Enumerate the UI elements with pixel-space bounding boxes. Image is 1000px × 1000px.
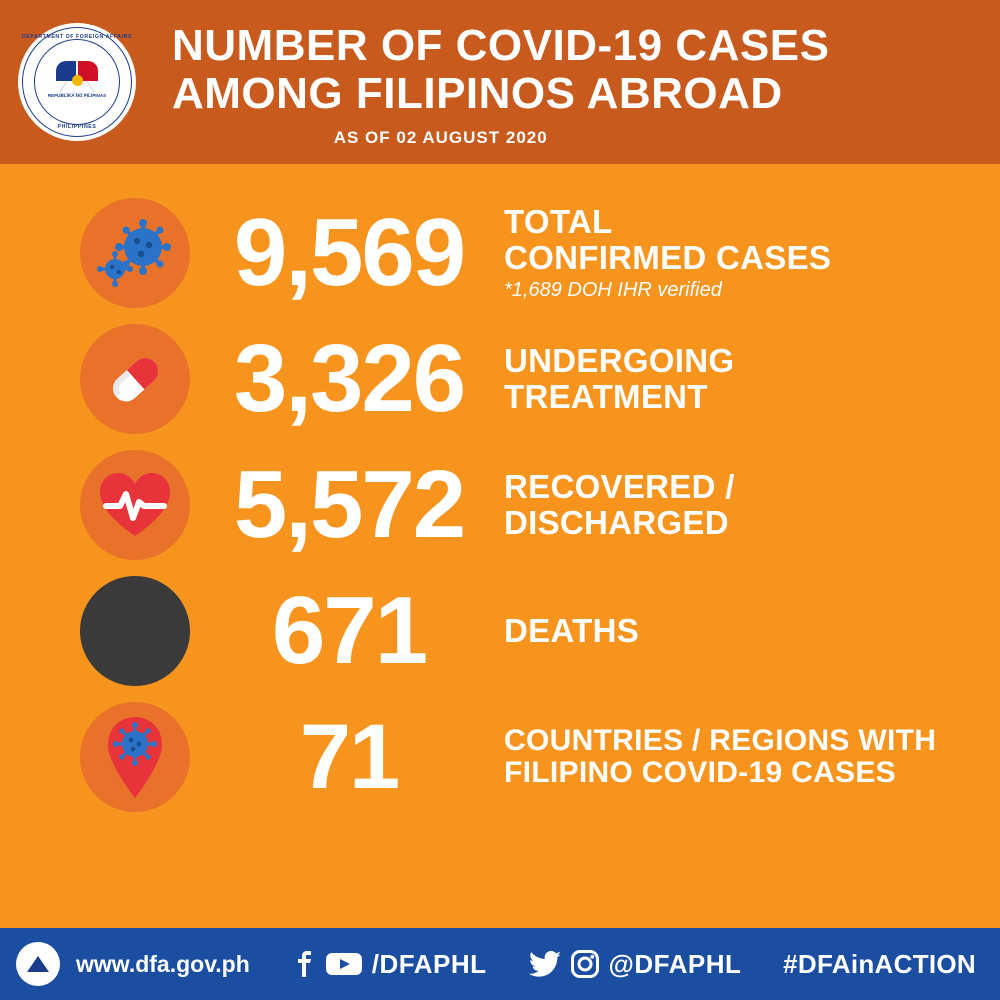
stat-value: 5,572 xyxy=(233,451,465,558)
stat-label xyxy=(504,469,735,540)
stat-value: 71 xyxy=(299,706,399,808)
stat-label xyxy=(504,613,639,649)
stat-label xyxy=(504,725,936,790)
footer-bar xyxy=(0,928,1000,1000)
stat-note: *1,689 DOH IHR verified xyxy=(504,279,722,302)
seal-crest xyxy=(54,59,100,105)
stat-label-line1: UNDERGOING xyxy=(504,342,735,380)
map-pin-virus-icon xyxy=(80,702,190,812)
stat-label-line1: RECOVERED / xyxy=(504,468,735,506)
virus-icon xyxy=(80,198,190,308)
dfa-seal-small-icon xyxy=(16,942,60,986)
hashtag-label: #DFAinACTION xyxy=(783,948,976,979)
stat-label-line1: DEATHS xyxy=(504,612,640,650)
stat-label-line2: CONFIRMED CASES xyxy=(504,238,832,276)
header-title-wrap xyxy=(172,16,829,147)
capsule-pill-icon xyxy=(80,324,190,434)
facebook-icon xyxy=(292,951,316,977)
seal-bottom-text: PHILIPPINES xyxy=(57,124,97,130)
stats-list xyxy=(0,164,1000,820)
website-link[interactable]: www.dfa.gov.ph xyxy=(76,950,250,977)
stat-label-line2: DISCHARGED xyxy=(504,504,729,541)
stat-value: 9,569 xyxy=(233,199,465,306)
stat-label-line2: TREATMENT xyxy=(504,378,708,415)
stat-value: 671 xyxy=(271,577,427,684)
stat-row xyxy=(0,568,1000,694)
instagram-icon xyxy=(571,950,599,978)
social-twitter-instagram[interactable] xyxy=(529,949,742,980)
stat-label-line2: FILIPINO COVID-19 CASES xyxy=(504,756,896,789)
stat-row xyxy=(0,316,1000,442)
twitter-icon xyxy=(529,951,561,977)
header-banner xyxy=(0,0,1000,164)
seal-mid-text: REPUBLIKA NG PILIPINAS xyxy=(47,93,107,98)
dfa-seal-icon xyxy=(18,23,136,141)
stat-row xyxy=(0,442,1000,568)
stat-label xyxy=(504,204,831,302)
stat-row xyxy=(0,694,1000,820)
page-title-line2: AMONG FILIPINOS ABROAD xyxy=(172,69,783,118)
black-circle-icon xyxy=(80,576,190,686)
page-title-line1: NUMBER OF COVID-19 CASES xyxy=(172,21,830,71)
heart-pulse-icon xyxy=(80,450,190,560)
stat-value: 3,326 xyxy=(233,325,465,432)
fb-yt-handle[interactable]: /DFAPHL xyxy=(371,948,487,979)
stat-label xyxy=(504,343,734,414)
stat-row xyxy=(0,190,1000,316)
stat-label-line1: COUNTRIES / REGIONS WITH xyxy=(504,723,937,757)
page-subtitle: AS OF 02 AUGUST 2020 xyxy=(333,127,548,147)
tw-ig-handle[interactable]: @DFAPHL xyxy=(608,948,742,979)
seal-top-text: DEPARTMENT OF FOREIGN AFFAIRS xyxy=(21,34,133,40)
social-facebook-youtube[interactable] xyxy=(292,949,487,980)
stat-label-line1: TOTAL xyxy=(504,202,613,240)
youtube-icon xyxy=(326,951,362,977)
